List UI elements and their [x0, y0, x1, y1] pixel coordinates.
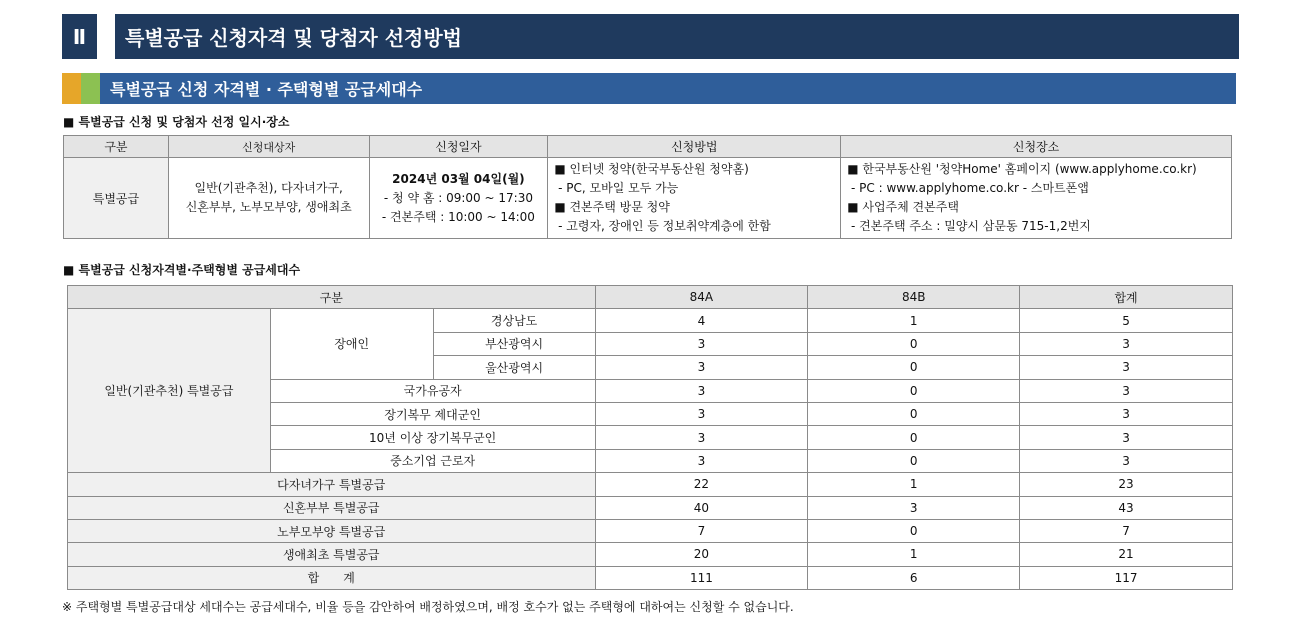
method-line: ■ 견본주택 방문 청약	[554, 200, 670, 214]
schedule-table	[63, 135, 1232, 239]
header-method: 신청방법	[548, 136, 841, 158]
row-label: 울산광역시	[433, 356, 595, 379]
method-line: ■ 인터넷 청약(한국부동산원 청약홈)	[554, 162, 749, 176]
place-line: - 견본주택 주소 : 밀양시 삼문동 715-1,2번지	[847, 219, 1091, 233]
value-total: 3	[1020, 426, 1233, 449]
value-84a: 3	[595, 332, 808, 355]
value-84b: 0	[808, 426, 1020, 449]
value-84b: 0	[808, 379, 1020, 402]
method-line: - 고령자, 장애인 등 정보취약계층에 한함	[554, 219, 771, 233]
value-84b: 1	[808, 543, 1020, 566]
row-label: 부산광역시	[433, 332, 595, 355]
row-label: 10년 이상 장기복무군인	[270, 426, 595, 449]
header-place: 신청장소	[841, 136, 1232, 158]
value-84a: 4	[595, 309, 808, 332]
row-label: 노부모부양 특별공급	[68, 519, 596, 542]
value-total: 5	[1020, 309, 1233, 332]
group-disabled: 장애인	[270, 309, 433, 379]
supply-table	[67, 285, 1233, 590]
row-label: 신혼부부 특별공급	[68, 496, 596, 519]
target-line: 신혼부부, 노부모부양, 생애최초	[185, 200, 352, 214]
value-84b: 0	[808, 519, 1020, 542]
method-cell	[548, 158, 841, 239]
row-label: 장기복무 제대군인	[270, 402, 595, 425]
value-84b: 0	[808, 449, 1020, 472]
header-total: 합계	[1020, 286, 1233, 309]
value-total: 7	[1020, 519, 1233, 542]
row-label: 경상남도	[433, 309, 595, 332]
schedule-title: ■ 특별공급 신청 및 당첨자 선정 일시·장소	[63, 115, 290, 129]
header-target: 신청대상자	[168, 136, 369, 158]
row-label: 다자녀가구 특별공급	[68, 473, 596, 496]
target-line: 일반(기관추천), 다자녀가구,	[194, 181, 343, 195]
value-84a: 3	[595, 426, 808, 449]
total-84b: 6	[808, 566, 1020, 589]
value-84b: 0	[808, 356, 1020, 379]
subsection-title: 특별공급 신청 자격별 · 주택형별 공급세대수	[100, 73, 1236, 104]
value-84a: 3	[595, 402, 808, 425]
value-total: 3	[1020, 379, 1233, 402]
date-line: - 견본주택 : 10:00 ~ 14:00	[381, 209, 535, 224]
value-84b: 0	[808, 332, 1020, 355]
value-84b: 1	[808, 473, 1020, 496]
header-category: 구분	[64, 136, 169, 158]
row-label: 중소기업 근로자	[270, 449, 595, 472]
value-total: 23	[1020, 473, 1233, 496]
date-line: - 청 약 홈 : 09:00 ~ 17:30	[383, 190, 533, 205]
row-label: 국가유공자	[270, 379, 595, 402]
value-84a: 3	[595, 356, 808, 379]
header-date: 신청일자	[369, 136, 548, 158]
footnote: ※ 주택형별 특별공급대상 세대수는 공급세대수, 비율 등을 감안하여 배정하였으며, 배정 호수가 없는 주택형에 대하여는 신청할 수 없습니다.	[62, 600, 794, 614]
value-total: 3	[1020, 449, 1233, 472]
section-title: 특별공급 신청자격 및 당첨자 선정방법	[115, 14, 1239, 59]
apply-date: 2024년 03월 04일(월)	[392, 171, 525, 186]
value-84a: 3	[595, 449, 808, 472]
value-84b: 0	[808, 402, 1020, 425]
supply-title: ■ 특별공급 신청자격별·주택형별 공급세대수	[63, 263, 301, 277]
target-cell	[168, 158, 369, 239]
section-header	[62, 14, 1239, 59]
row-label: 생애최초 특별공급	[68, 543, 596, 566]
place-line: ■ 한국부동산원 '청약Home' 홈페이지 (www.applyhome.co.kr)	[847, 162, 1197, 176]
place-cell	[841, 158, 1232, 239]
place-line: - PC : www.applyhome.co.kr - 스마트폰앱	[847, 181, 1089, 195]
value-84a: 40	[595, 496, 808, 519]
value-total: 3	[1020, 402, 1233, 425]
value-84b: 1	[808, 309, 1020, 332]
header-category: 구분	[68, 286, 596, 309]
value-84a: 7	[595, 519, 808, 542]
value-total: 3	[1020, 356, 1233, 379]
value-84a: 20	[595, 543, 808, 566]
method-line: - PC, 모바일 모두 가능	[554, 181, 679, 195]
value-total: 21	[1020, 543, 1233, 566]
accent-green	[81, 73, 100, 104]
category-cell: 특별공급	[64, 158, 169, 239]
header-84b: 84B	[808, 286, 1020, 309]
group-general: 일반(기관추천) 특별공급	[68, 309, 271, 473]
value-total: 3	[1020, 332, 1233, 355]
place-line: ■ 사업주체 견본주택	[847, 200, 959, 214]
date-cell	[369, 158, 548, 239]
value-84a: 22	[595, 473, 808, 496]
total-label: 합 계	[68, 566, 596, 589]
accent-yellow	[62, 73, 81, 104]
total-sum: 117	[1020, 566, 1233, 589]
subsection-header	[62, 73, 1236, 104]
section-number: Ⅱ	[62, 14, 97, 59]
value-total: 43	[1020, 496, 1233, 519]
value-84b: 3	[808, 496, 1020, 519]
total-84a: 111	[595, 566, 808, 589]
header-84a: 84A	[595, 286, 808, 309]
value-84a: 3	[595, 379, 808, 402]
